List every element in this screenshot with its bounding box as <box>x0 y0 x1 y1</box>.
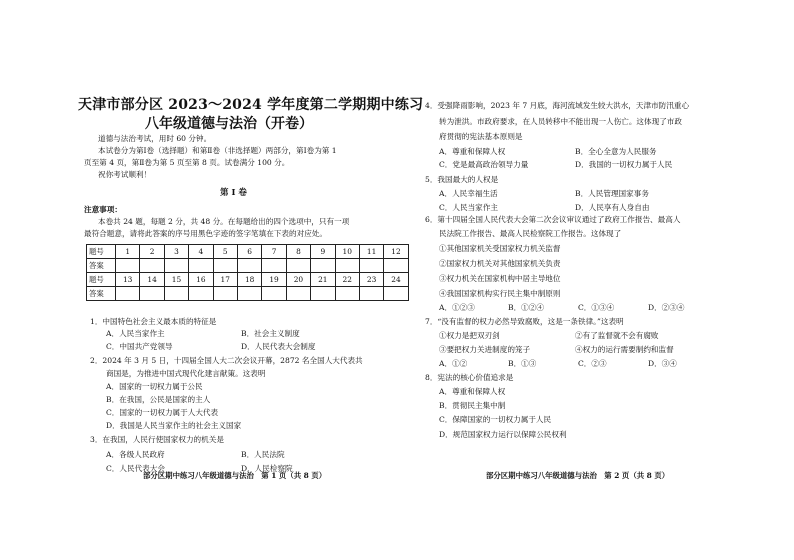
table-cell: 13 <box>116 273 140 287</box>
answer-cell[interactable] <box>164 259 188 273</box>
answer-cell[interactable] <box>237 287 261 301</box>
q4-option-d[interactable]: D．我国的一切权力属于人民 <box>575 160 673 169</box>
exam-title: 天津市部分区 2023～2024 学年度第二学期期中练习 <box>78 97 424 113</box>
q8-option-c[interactable]: C．保障国家的一切权力属于人民 <box>439 415 552 424</box>
table-cell: 3 <box>164 245 188 259</box>
table-cell: 23 <box>359 273 383 287</box>
table-row <box>87 287 409 301</box>
answer-cell[interactable] <box>311 259 335 273</box>
answer-cell[interactable] <box>359 287 383 301</box>
answer-cell[interactable] <box>140 287 164 301</box>
q2-option-d[interactable]: D．我国是人民当家作主的社会主义国家 <box>106 421 242 430</box>
q4-option-b[interactable]: B．全心全意为人民服务 <box>575 147 657 156</box>
table-cell: 2 <box>140 245 164 259</box>
table-cell: 15 <box>164 273 188 287</box>
notice-line-2: 最符合题意，请将此答案的序号用黑色字迹的签字笔填在下表的对应处。 <box>84 229 327 238</box>
q2-stem-line-1: 2．2024 年 3 月 5 日，十四届全国人大二次会议开幕，2872 名全国人大代表共 <box>90 356 363 365</box>
q3-option-a[interactable]: A．各级人民政府 <box>106 450 165 459</box>
q8-option-b[interactable]: B．贯彻民主集中制 <box>439 401 506 410</box>
table-cell: 6 <box>237 245 261 259</box>
section-title: 第 Ⅰ 卷 <box>220 188 247 198</box>
answer-cell[interactable] <box>335 287 359 301</box>
table-cell: 题号 <box>87 273 116 287</box>
answer-cell[interactable] <box>116 287 140 301</box>
q3-option-b[interactable]: B．人民法院 <box>241 450 285 459</box>
q6-statement-1: ①其他国家机关受国家权力机关监督 <box>439 244 561 253</box>
q7-statement-1: ①权力是把双刃剑 <box>439 331 500 340</box>
answer-cell[interactable] <box>384 287 408 301</box>
table-row <box>87 273 409 287</box>
q7-option-c[interactable]: C．②③ <box>578 359 607 368</box>
table-cell: 8 <box>286 245 310 259</box>
table-cell: 5 <box>213 245 237 259</box>
answer-cell[interactable] <box>189 287 213 301</box>
answer-cell[interactable] <box>262 259 286 273</box>
table-cell: 答案 <box>87 287 116 301</box>
q7-option-d[interactable]: D．③④ <box>648 359 677 368</box>
table-cell: 答案 <box>87 259 116 273</box>
table-cell: 4 <box>189 245 213 259</box>
q4-stem-line-3: 府贯彻的宪法基本原则是 <box>439 132 523 141</box>
table-cell: 10 <box>335 245 359 259</box>
table-cell: 11 <box>359 245 383 259</box>
intro-line-3: 页至第 4 页，第Ⅱ卷为第 5 页至第 8 页。试卷满分 100 分。 <box>84 158 290 167</box>
q6-option-b[interactable]: B．①②④ <box>508 303 544 312</box>
q5-option-d[interactable]: D．人民享有人身自由 <box>575 203 650 212</box>
answer-cell[interactable] <box>189 259 213 273</box>
table-cell: 24 <box>384 273 408 287</box>
q5-option-a[interactable]: A．人民幸福生活 <box>439 189 498 198</box>
q1-option-c[interactable]: C．中国共产党领导 <box>106 342 173 351</box>
page-footer-right: 部分区期中练习八年级道德与法治 第 2 页（共 8 页） <box>486 471 670 480</box>
table-cell: 12 <box>384 245 408 259</box>
q3-stem: 3．在我国，人民行使国家权力的机关是 <box>90 435 224 444</box>
intro-line-1: 道德与法治考试，用时 60 分钟。 <box>98 134 212 143</box>
notice-title: 注意事项： <box>84 205 122 214</box>
q4-option-c[interactable]: C．党是最高政治领导力量 <box>439 160 529 169</box>
table-cell: 题号 <box>87 245 116 259</box>
q7-option-a[interactable]: A．①② <box>439 359 468 368</box>
table-cell: 1 <box>116 245 140 259</box>
q7-statement-3: ③要把权力关进制度的笼子 <box>439 345 531 354</box>
q6-option-d[interactable]: D．②③④ <box>648 303 685 312</box>
table-cell: 9 <box>311 245 335 259</box>
q5-stem: 5．我国最大的人权是 <box>425 175 499 184</box>
table-row <box>87 245 409 259</box>
answer-cell[interactable] <box>359 259 383 273</box>
table-cell: 18 <box>237 273 261 287</box>
table-cell: 7 <box>262 245 286 259</box>
q6-stem-line-1: 6．第十四届全国人民代表大会第二次会议审议通过了政府工作报告、最高人 <box>425 215 681 224</box>
answer-cell[interactable] <box>262 287 286 301</box>
page-footer-left: 部分区期中练习八年级道德与法治 第 1 页（共 8 页） <box>143 471 327 480</box>
q3-option-c[interactable]: C．人民代表大会 <box>106 464 165 473</box>
q7-option-b[interactable]: B．①③ <box>508 359 537 368</box>
q7-stem: 7．“没有监督的权力必然导致腐败，这是一条铁律。”这表明 <box>425 317 624 326</box>
q7-statement-2: ②有了监督就不会有腐败 <box>575 331 659 340</box>
answer-cell[interactable] <box>140 259 164 273</box>
answer-cell[interactable] <box>286 287 310 301</box>
q8-stem: 8．宪法的核心价值追求是 <box>425 373 514 382</box>
intro-line-2: 本试卷分为第Ⅰ卷（选择题）和第Ⅱ卷（非选择题）两部分，第Ⅰ卷为第 1 <box>98 146 337 155</box>
answer-cell[interactable] <box>384 259 408 273</box>
q1-option-a[interactable]: A．人民当家作主 <box>106 329 165 338</box>
answer-table <box>86 244 409 301</box>
answer-cell[interactable] <box>335 259 359 273</box>
answer-cell[interactable] <box>213 287 237 301</box>
table-row <box>87 259 409 273</box>
table-cell: 17 <box>213 273 237 287</box>
answer-cell[interactable] <box>164 287 188 301</box>
table-cell: 21 <box>311 273 335 287</box>
answer-cell[interactable] <box>213 259 237 273</box>
table-cell: 14 <box>140 273 164 287</box>
table-cell: 20 <box>286 273 310 287</box>
q6-statement-2: ②国家权力机关对其他国家机关负责 <box>439 259 561 268</box>
table-cell: 16 <box>189 273 213 287</box>
q7-statement-4: ④权力的运行需要制约和监督 <box>575 345 674 354</box>
q4-stem-line-2: 转为泄洪。市政府要求，在人员转移中不能出现一人伤亡。这体现了市政 <box>439 117 682 126</box>
q1-option-d[interactable]: D．人民代表大会制度 <box>241 342 316 351</box>
q5-option-b[interactable]: B．人民管理国家事务 <box>575 189 649 198</box>
answer-cell[interactable] <box>237 259 261 273</box>
q6-option-a[interactable]: A．①②③ <box>439 303 475 312</box>
q4-option-a[interactable]: A．尊重和保障人权 <box>439 147 506 156</box>
notice-line-1: 本卷共 24 题，每题 2 分，共 48 分。在每题给出的四个选项中，只有一项 <box>98 217 350 226</box>
q2-stem-line-2: 商国是，为推进中国式现代化建言献策。这表明 <box>106 369 266 378</box>
exam-subtitle: 八年级道德与法治（开卷） <box>145 116 313 132</box>
q2-option-b[interactable]: B．在我国，公民是国家的主人 <box>106 395 211 404</box>
q4-stem-line-1: 4．受强降雨影响，2023 年 7 月底，海河流域发生较大洪水，天津市防汛重心 <box>425 101 690 110</box>
q2-option-a[interactable]: A．国家的一切权力属于公民 <box>106 382 203 391</box>
table-cell: 22 <box>335 273 359 287</box>
answer-cell[interactable] <box>116 259 140 273</box>
q6-option-c[interactable]: C．①③④ <box>578 303 615 312</box>
answer-cell[interactable] <box>311 287 335 301</box>
q2-option-c[interactable]: C．国家的一切权力属于人大代表 <box>106 408 219 417</box>
intro-line-4: 祝你考试顺利！ <box>98 170 152 179</box>
q5-option-c[interactable]: C．人民当家作主 <box>439 203 498 212</box>
q6-statement-3: ③权力机关在国家机构中居主导地位 <box>439 274 561 283</box>
q8-option-a[interactable]: A．尊重和保障人权 <box>439 387 506 396</box>
answer-cell[interactable] <box>286 259 310 273</box>
q6-statement-4: ④我国国家机构实行民主集中制原则 <box>439 289 561 298</box>
q6-stem-line-2: 民法院工作报告、最高人民检察院工作报告。这体现了 <box>439 229 622 238</box>
q1-stem: 1．中国特色社会主义最本质的特征是 <box>90 317 217 326</box>
q8-option-d[interactable]: D．规范国家权力运行以保障公民权利 <box>439 430 567 439</box>
table-cell: 19 <box>262 273 286 287</box>
q1-option-b[interactable]: B．社会主义制度 <box>241 329 300 338</box>
q3-option-d[interactable]: D．人民检察院 <box>241 464 293 473</box>
